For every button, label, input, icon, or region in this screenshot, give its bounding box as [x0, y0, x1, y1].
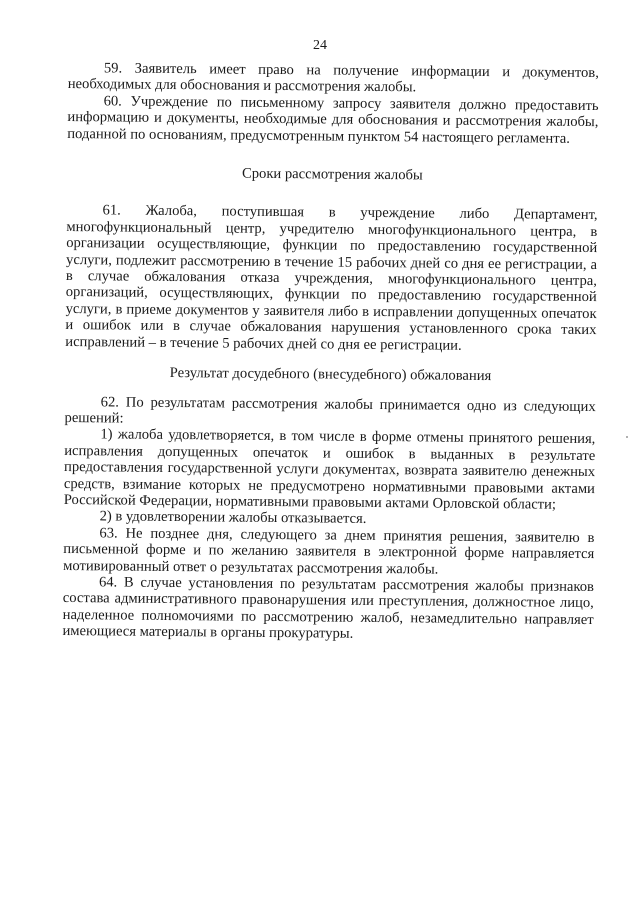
paragraph-64: 64. В случае установления по результатам рассмотрения жалобы признаков состава административного правонарушения или преступления, должностное лицо, наделенное полномочиями по рассмотрению жалоб, незамедлительно направляет имеющиеся материалы в органы прокуратуры.: [62, 574, 595, 642]
paragraph-62-item-2: 2) в удовлетворении жалобы отказывается.: [99, 508, 367, 528]
paragraph-62-item-1: 1) жалоба удовлетворяется, в том числе в форме отмены принятого решения, исправления допущенных опечаток и ошибок в выданных в результате предоставления государственной услуги документах, возврата заявителю денежных средств, взимание которых не предусмотрено нормативными правовыми актами Российской Федерации, нормативными правовыми актами Орловской области;: [63, 426, 596, 513]
paragraph-60: 60. Учреждение по письменному запросу заявителя должно предоставить информацию и документы, необходимые для обоснования и рассмотрения жалобы, поданной по основаниям, предусмотренным пунктом 54 настоящего регламента.: [67, 93, 599, 147]
document-body: [62, 60, 599, 645]
paragraph-59: 59. Заявитель имеет право на получение информации и документов, необходимых для обоснования и рассмотрения жалобы.: [67, 60, 599, 96]
section-heading-appeal-result: Результат досудебного (внесудебного) обжалования: [169, 365, 492, 385]
section-heading-review-terms: Сроки рассмотрения жалобы: [241, 165, 423, 184]
paragraph-62: 62. По результатам рассмотрения жалобы принимается одно из следующих решений:: [64, 393, 596, 427]
page-number: 24: [313, 38, 327, 53]
paragraph-63: 63. Не позднее дня, следующего за днем принятия решения, заявителю в письменной форме и по желанию заявителя в электронной форме направляется мотивированный ответ о результатах рассмотрения жалобы.: [63, 525, 595, 578]
paragraph-61: 61. Жалоба, поступившая в учреждение либо Департамент, многофункциональный центр, учредителю многофункционального центра, в организации осуществляющие, функции по предоставлению государственной услуги, подлежит рассмотрению в течение 15 рабочих дней со дня ее регистрации, а в случае обжалования отказа учреждения, многофункционального центра, организаций, осуществляющих, функции по предоставлению государственной услуги, в приеме документов у заявителя либо в исправлении допущенных опечаток и ошибок или в случае обжалования нарушения установленного срока таких исправлений – в течение 5 рабочих дней со дня ее регистрации.: [65, 202, 598, 354]
scan-speck: [626, 436, 628, 438]
